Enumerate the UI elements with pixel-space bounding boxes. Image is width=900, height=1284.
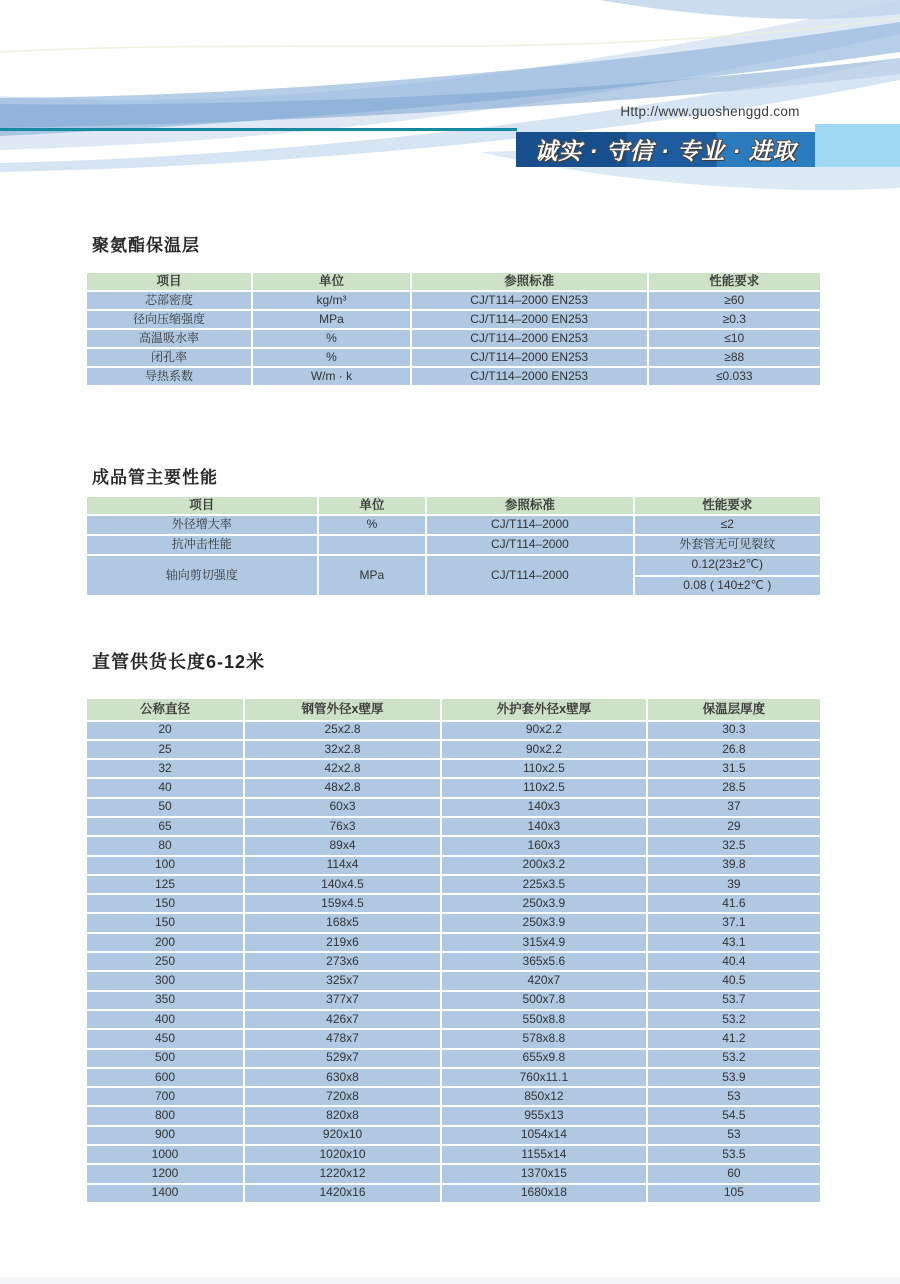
column-header: 单位: [318, 496, 427, 515]
table-cell: 76x3: [244, 817, 441, 836]
table-cell: %: [252, 329, 411, 348]
table-cell: 53.2: [647, 1010, 821, 1029]
table-cell: 110x2.5: [441, 778, 647, 797]
column-header: 参照标准: [411, 272, 648, 291]
table-cell: 114x4: [244, 856, 441, 875]
table-cell: 20: [86, 721, 244, 740]
page-header: [0, 0, 900, 210]
table-row: [86, 1145, 821, 1164]
table-cell: 53.2: [647, 1049, 821, 1068]
bottom-edge-strip: [0, 1277, 900, 1284]
table-row: [86, 952, 821, 971]
table-cell: 1000: [86, 1145, 244, 1164]
table-cell: 闭孔率: [86, 348, 252, 367]
table-cell: 420x7: [441, 971, 647, 990]
column-header: 外护套外径x壁厚: [441, 698, 647, 721]
column-header: 单位: [252, 272, 411, 291]
table-row: [86, 721, 821, 740]
table-cell: 31.5: [647, 759, 821, 778]
table-cell: 850x12: [441, 1087, 647, 1106]
table-row: [86, 1106, 821, 1125]
table-cell: 25x2.8: [244, 721, 441, 740]
table-cell: 40.4: [647, 952, 821, 971]
table-cell: 53: [647, 1087, 821, 1106]
website-url: Http://www.guoshenggd.com: [620, 104, 800, 119]
table-cell: 37.1: [647, 913, 821, 932]
table-cell: 365x5.6: [441, 952, 647, 971]
table-row: [86, 817, 821, 836]
table-cell: 600: [86, 1068, 244, 1087]
table-cell: 1220x12: [244, 1164, 441, 1183]
table-cell: 140x3: [441, 798, 647, 817]
table-row: [86, 348, 821, 367]
table-cell: 53.5: [647, 1145, 821, 1164]
table-cell: 760x11.1: [441, 1068, 647, 1087]
table-cell: 0.12(23±2℃): [634, 555, 821, 576]
table-row: [86, 836, 821, 855]
table-cell: 100: [86, 856, 244, 875]
table-cell: 外径增大率: [86, 515, 318, 535]
table-row: [86, 555, 821, 576]
table-cell: 315x4.9: [441, 933, 647, 952]
table-cell: 1155x14: [441, 1145, 647, 1164]
slogan-banner: [516, 132, 815, 167]
table-cell: 550x8.8: [441, 1010, 647, 1029]
table-cell: ≥0.3: [648, 310, 821, 329]
table-row: [86, 310, 821, 329]
table-cell: 53.7: [647, 991, 821, 1010]
table-cell: 1054x14: [441, 1126, 647, 1145]
table-cell: ≥60: [648, 291, 821, 310]
finished-pipe-performance-table: [85, 495, 822, 597]
table-cell: 500: [86, 1049, 244, 1068]
table-row: [86, 1087, 821, 1106]
table-cell: 外套管无可见裂纹: [634, 535, 821, 555]
table-cell: 39: [647, 875, 821, 894]
column-header: 性能要求: [648, 272, 821, 291]
column-header: 保温层厚度: [647, 698, 821, 721]
table-cell: 478x7: [244, 1029, 441, 1048]
table-cell: 250x3.9: [441, 913, 647, 932]
table-row: [86, 875, 821, 894]
table-cell: 65: [86, 817, 244, 836]
table-cell: 500x7.8: [441, 991, 647, 1010]
column-header: 性能要求: [634, 496, 821, 515]
table-row: [86, 1029, 821, 1048]
table-cell: 48x2.8: [244, 778, 441, 797]
table-row: [86, 515, 821, 535]
table-cell: 39.8: [647, 856, 821, 875]
table-cell: 90x2.2: [441, 740, 647, 759]
table-cell: 450: [86, 1029, 244, 1048]
table-cell: 800: [86, 1106, 244, 1125]
table-row: [86, 367, 821, 386]
table-cell: 导热系数: [86, 367, 252, 386]
table-cell: 0.08 ( 140±2℃ ): [634, 576, 821, 597]
table-cell: 273x6: [244, 952, 441, 971]
table-cell: 54.5: [647, 1106, 821, 1125]
table-cell: 50: [86, 798, 244, 817]
table-cell: 159x4.5: [244, 894, 441, 913]
table-cell: 1020x10: [244, 1145, 441, 1164]
table-header-row: [86, 272, 821, 291]
table-cell: 225x3.5: [441, 875, 647, 894]
table-cell: 53.9: [647, 1068, 821, 1087]
table-cell: 60: [647, 1164, 821, 1183]
table-cell: 60x3: [244, 798, 441, 817]
table-cell: CJ/T114–2000 EN253: [411, 348, 648, 367]
table-cell: CJ/T114–2000 EN253: [411, 310, 648, 329]
table-cell: 29: [647, 817, 821, 836]
table-cell: 300: [86, 971, 244, 990]
table-cell: ≥88: [648, 348, 821, 367]
table-cell: CJ/T114–2000: [426, 515, 633, 535]
table-cell: 400: [86, 1010, 244, 1029]
table-cell: 720x8: [244, 1087, 441, 1106]
column-header: 公称直径: [86, 698, 244, 721]
table-row: [86, 1068, 821, 1087]
table-cell: 655x9.8: [441, 1049, 647, 1068]
slogan-text: 诚实 · 守信 · 专业 · 进取: [534, 138, 797, 164]
polyurethane-properties-table: [85, 271, 822, 387]
table-row: [86, 1184, 821, 1203]
table-cell: 径向压缩强度: [86, 310, 252, 329]
table-cell: 325x7: [244, 971, 441, 990]
table-cell: 89x4: [244, 836, 441, 855]
table-cell: 219x6: [244, 933, 441, 952]
section-title-polyurethane: 聚氨酯保温层: [92, 236, 200, 255]
table-row: [86, 535, 821, 555]
column-header: 项目: [86, 272, 252, 291]
table-row: [86, 759, 821, 778]
table-cell: %: [318, 515, 427, 535]
table-cell: 630x8: [244, 1068, 441, 1087]
table-header-row: [86, 698, 821, 721]
table-cell: CJ/T114–2000 EN253: [411, 367, 648, 386]
table-cell: 700: [86, 1087, 244, 1106]
table-cell: 37: [647, 798, 821, 817]
table-cell: 529x7: [244, 1049, 441, 1068]
table-row: [86, 798, 821, 817]
table-cell: 26.8: [647, 740, 821, 759]
table-cell: 40.5: [647, 971, 821, 990]
table-cell: 350: [86, 991, 244, 1010]
table-cell: CJ/T114–2000 EN253: [411, 329, 648, 348]
table-row: [86, 913, 821, 932]
table-cell: 41.2: [647, 1029, 821, 1048]
table-cell: 抗冲击性能: [86, 535, 318, 555]
table-cell: MPa: [318, 555, 427, 596]
table-row: [86, 740, 821, 759]
column-header: 钢管外径x壁厚: [244, 698, 441, 721]
table-row: [86, 933, 821, 952]
section-title-finished-pipe: 成品管主要性能: [92, 468, 218, 487]
table-cell: 42x2.8: [244, 759, 441, 778]
table-cell: 110x2.5: [441, 759, 647, 778]
table-cell: CJ/T114–2000: [426, 535, 633, 555]
table-cell: 1200: [86, 1164, 244, 1183]
table-cell: 41.6: [647, 894, 821, 913]
table-cell: 168x5: [244, 913, 441, 932]
table-row: [86, 1164, 821, 1183]
table-row: [86, 778, 821, 797]
table-row: [86, 856, 821, 875]
table-cell: 820x8: [244, 1106, 441, 1125]
table-cell: 32: [86, 759, 244, 778]
table-cell: 1680x18: [441, 1184, 647, 1203]
table-row: [86, 1126, 821, 1145]
table-cell: 377x7: [244, 991, 441, 1010]
column-header: 项目: [86, 496, 318, 515]
table-cell: 53: [647, 1126, 821, 1145]
teal-divider-line: [0, 128, 517, 131]
table-row: [86, 291, 821, 310]
table-cell: 轴向剪切强度: [86, 555, 318, 596]
section-title-supply-length: 直管供货长度6-12米: [92, 652, 266, 672]
table-cell: 140x4.5: [244, 875, 441, 894]
table-cell: 250: [86, 952, 244, 971]
banner-tail-decoration: [815, 124, 900, 167]
table-cell: 125: [86, 875, 244, 894]
table-cell: 200x3.2: [441, 856, 647, 875]
table-cell: MPa: [252, 310, 411, 329]
table-cell: 105: [647, 1184, 821, 1203]
table-cell: 32x2.8: [244, 740, 441, 759]
table-cell: CJ/T114–2000 EN253: [411, 291, 648, 310]
table-cell: 1370x15: [441, 1164, 647, 1183]
table-row: [86, 1010, 821, 1029]
table-cell: W/m · k: [252, 367, 411, 386]
table-cell: 200: [86, 933, 244, 952]
table-cell: 150: [86, 913, 244, 932]
table-cell: CJ/T114–2000: [426, 555, 633, 596]
table-cell: 426x7: [244, 1010, 441, 1029]
table-row: [86, 329, 821, 348]
table-cell: 80: [86, 836, 244, 855]
table-cell: 28.5: [647, 778, 821, 797]
table-cell: 25: [86, 740, 244, 759]
table-cell: 578x8.8: [441, 1029, 647, 1048]
table-cell: 955x13: [441, 1106, 647, 1125]
table-cell: ≤2: [634, 515, 821, 535]
table-cell: 1420x16: [244, 1184, 441, 1203]
table-cell: 高温吸水率: [86, 329, 252, 348]
table-cell: [318, 535, 427, 555]
table-row: [86, 1049, 821, 1068]
table-row: [86, 894, 821, 913]
column-header: 参照标准: [426, 496, 633, 515]
table-cell: 920x10: [244, 1126, 441, 1145]
table-cell: 900: [86, 1126, 244, 1145]
table-row: [86, 991, 821, 1010]
table-header-row: [86, 496, 821, 515]
table-cell: 32.5: [647, 836, 821, 855]
table-cell: 30.3: [647, 721, 821, 740]
table-cell: ≤10: [648, 329, 821, 348]
table-cell: 1400: [86, 1184, 244, 1203]
straight-pipe-dimensions-table: [85, 697, 822, 1204]
table-cell: 芯部密度: [86, 291, 252, 310]
table-cell: %: [252, 348, 411, 367]
table-cell: 40: [86, 778, 244, 797]
table-cell: kg/m³: [252, 291, 411, 310]
table-cell: 160x3: [441, 836, 647, 855]
table-row: [86, 971, 821, 990]
table-cell: 150: [86, 894, 244, 913]
table-cell: 43.1: [647, 933, 821, 952]
table-cell: 140x3: [441, 817, 647, 836]
table-cell: ≤0.033: [648, 367, 821, 386]
table-cell: 250x3.9: [441, 894, 647, 913]
table-cell: 90x2.2: [441, 721, 647, 740]
